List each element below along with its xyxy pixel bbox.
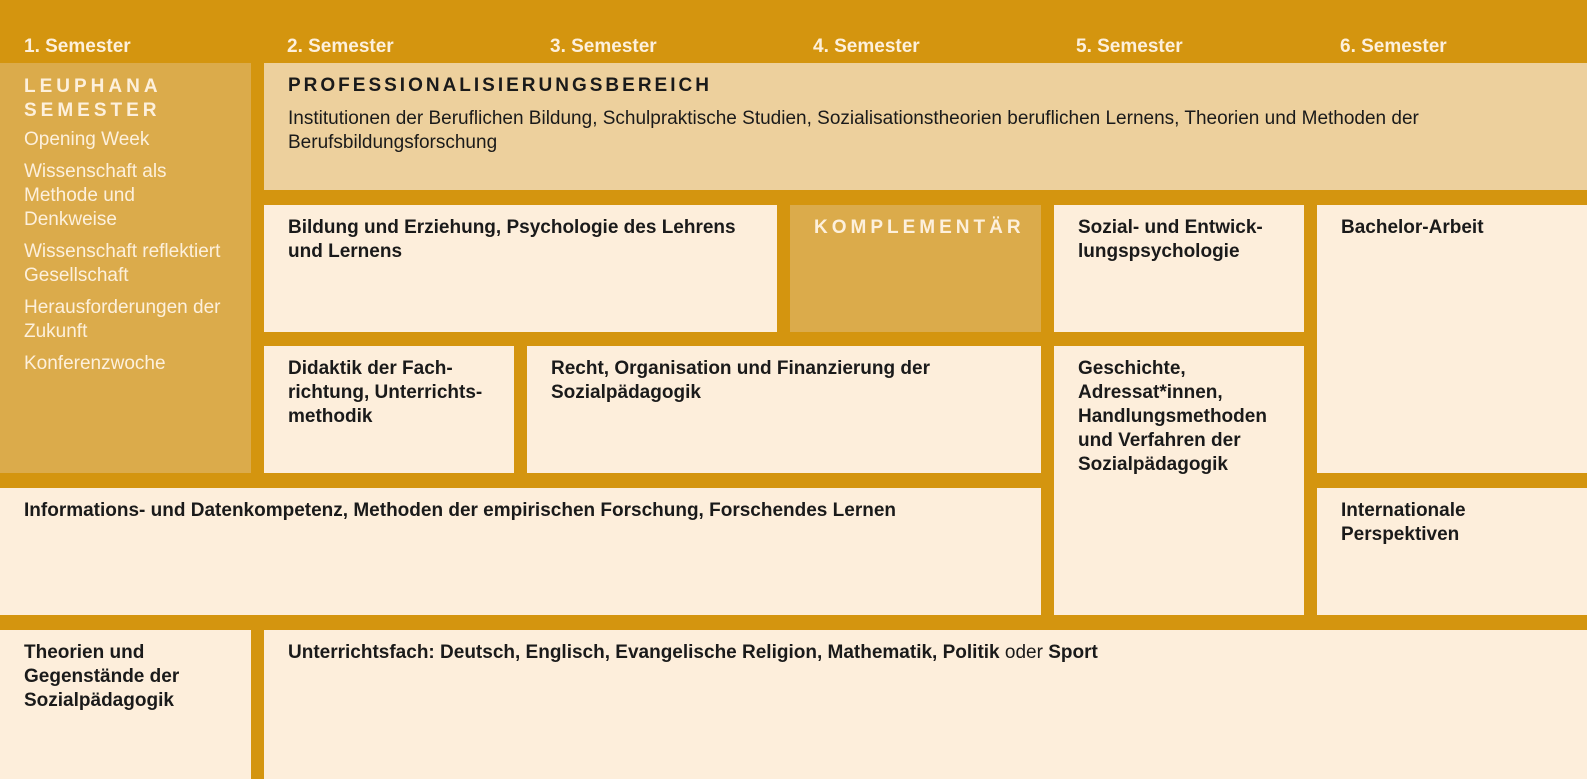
- module-geschichte-sozialpaedagogik: Geschichte, Adressat*innen, Handlungsmethoden und Verfahren der Sozialpädagogik: [1054, 346, 1304, 615]
- module-didaktik: Didaktik der Fachrichtung, Unterrichtsmethodik: [264, 346, 514, 473]
- leuphana-title-line2: SEMESTER: [24, 100, 161, 121]
- professionalisierungsbereich-text: Institutionen der Beruflichen Bildung, Schulpraktische Studien, Sozialisationstheorien beruflichen Lernens, Theorien und Methoden der Berufsbildungsforschung: [288, 108, 1419, 153]
- professionalisierungsbereich-box: [264, 63, 1587, 190]
- unterrichtsfach-last-subject: Sport: [1048, 642, 1098, 663]
- leuphana-item-wissenschaft-methode: Wissenschaft als Methode und Denkweise: [24, 161, 167, 230]
- module-komplementaer: KOMPLEMENTÄR: [790, 205, 1041, 332]
- leuphana-item-opening-week: Opening Week: [24, 129, 150, 150]
- module-internationale-perspektiven: Internationale Perspektiven: [1317, 488, 1587, 615]
- module-bildung-erziehung: Bildung und Erziehung, Psychologie des Lehrens und Lernens: [264, 205, 777, 332]
- module-informations-datenkompetenz: Informations- und Datenkompetenz, Methoden der empirischen Forschung, Forschendes Lernen: [0, 488, 1041, 615]
- semester-header-6: 6. Semester: [1340, 36, 1447, 57]
- module-recht-organisation: Recht, Organisation und Finanzierung der Sozialpädagogik: [527, 346, 1041, 473]
- unterrichtsfach-subjects: Deutsch, Englisch, Evangelische Religion, Mathematik, Politik: [440, 642, 1000, 663]
- module-sozial-entwicklungspsychologie: Sozial- und Entwicklungspsychologie: [1054, 205, 1304, 332]
- semester-header-3: 3. Semester: [550, 36, 657, 57]
- leuphana-item-herausforderungen: Herausforderungen der Zukunft: [24, 297, 221, 342]
- semester-header-4: 4. Semester: [813, 36, 920, 57]
- unterrichtsfach-label: Unterrichtsfach:: [288, 642, 435, 663]
- leuphana-semester-box: [0, 63, 251, 473]
- professionalisierungsbereich-title: PROFESSIONALISIERUNGSBEREICH: [288, 75, 712, 96]
- unterrichtsfach-connector: oder: [1004, 642, 1043, 663]
- semester-header-2: 2. Semester: [287, 36, 394, 57]
- module-unterrichtsfach: [264, 630, 1587, 779]
- leuphana-title-line1: LEUPHANA: [24, 76, 162, 97]
- leuphana-title: [24, 75, 227, 123]
- semester-header-5: 5. Semester: [1076, 36, 1183, 57]
- module-theorien-gegenstaende: Theorien und Gegenstände der Sozialpädagogik: [0, 630, 251, 779]
- module-bachelor-arbeit: Bachelor-Arbeit: [1317, 205, 1587, 473]
- leuphana-item-wissenschaft-gesellschaft: Wissenschaft reflektiert Gesellschaft: [24, 241, 221, 286]
- semester-header-1: 1. Semester: [24, 36, 131, 57]
- leuphana-item-konferenzwoche: Konferenzwoche: [24, 353, 166, 374]
